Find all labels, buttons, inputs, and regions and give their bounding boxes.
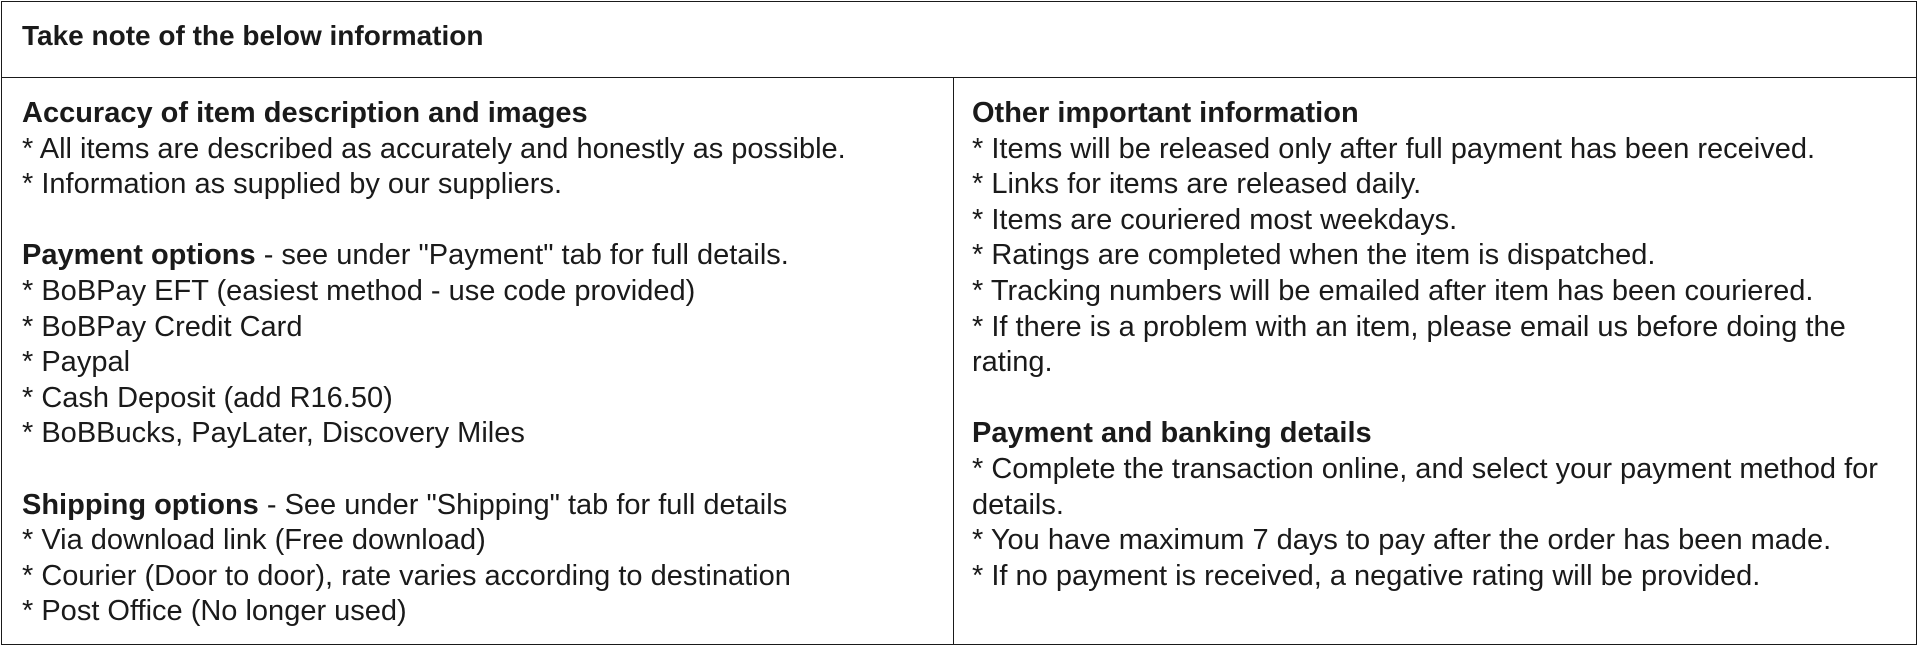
left-column: [2, 78, 954, 644]
banking-heading: Payment and banking details: [972, 417, 1372, 450]
payment-option-item: * BoBBucks, PayLater, Discovery Miles: [22, 417, 525, 450]
section-gap: [22, 452, 935, 488]
other-info-item: * Links for items are released daily.: [972, 168, 1422, 201]
other-info-item: * Items will be released only after full payment has been received.: [972, 132, 1816, 165]
section-gap: [972, 381, 1898, 417]
shipping-options-heading: Shipping options: [22, 488, 259, 521]
other-info-item: * Tracking numbers will be emailed after item has been couriered.: [972, 274, 1814, 307]
payment-options-heading: Payment options: [22, 239, 256, 272]
payment-option-item: * Paypal: [22, 346, 131, 379]
payment-options-heading-line: [22, 238, 935, 274]
banking-item: * You have maximum 7 days to pay after the order has been made.: [972, 524, 1832, 557]
payment-options-note: - see under "Payment" tab for full details.: [255, 239, 789, 272]
payment-option-item: * Cash Deposit (add R16.50): [22, 381, 393, 414]
right-column: [954, 78, 1916, 644]
other-info-item: * Items are couriered most weekdays.: [972, 203, 1458, 236]
accuracy-item: * Information as supplied by our suppliers.: [22, 168, 563, 201]
shipping-option-item: * Post Office (No longer used): [22, 595, 407, 628]
panel-title: Take note of the below information: [2, 2, 1916, 78]
shipping-options-heading-line: [22, 488, 935, 524]
banking-item: * Complete the transaction online, and select your payment method for details.: [972, 452, 1887, 521]
info-columns: [2, 78, 1916, 644]
accuracy-heading: Accuracy of item description and images: [22, 97, 588, 129]
payment-option-item: * BoBPay EFT (easiest method - use code provided): [22, 274, 696, 307]
banking-item: * If no payment is received, a negative rating will be provided.: [972, 559, 1761, 592]
payment-option-item: * BoBPay Credit Card: [22, 310, 303, 343]
info-panel: [1, 1, 1917, 645]
other-info-item: * Ratings are completed when the item is dispatched.: [972, 239, 1656, 272]
other-info-heading: Other important information: [972, 97, 1359, 129]
accuracy-item: * All items are described as accurately and honestly as possible.: [22, 132, 846, 165]
shipping-option-item: * Via download link (Free download): [22, 524, 486, 557]
shipping-option-item: * Courier (Door to door), rate varies according to destination: [22, 559, 791, 592]
shipping-options-note: - See under "Shipping" tab for full details: [258, 488, 788, 521]
other-info-item: * If there is a problem with an item, please email us before doing the rating.: [972, 310, 1854, 379]
section-gap: [22, 203, 935, 239]
